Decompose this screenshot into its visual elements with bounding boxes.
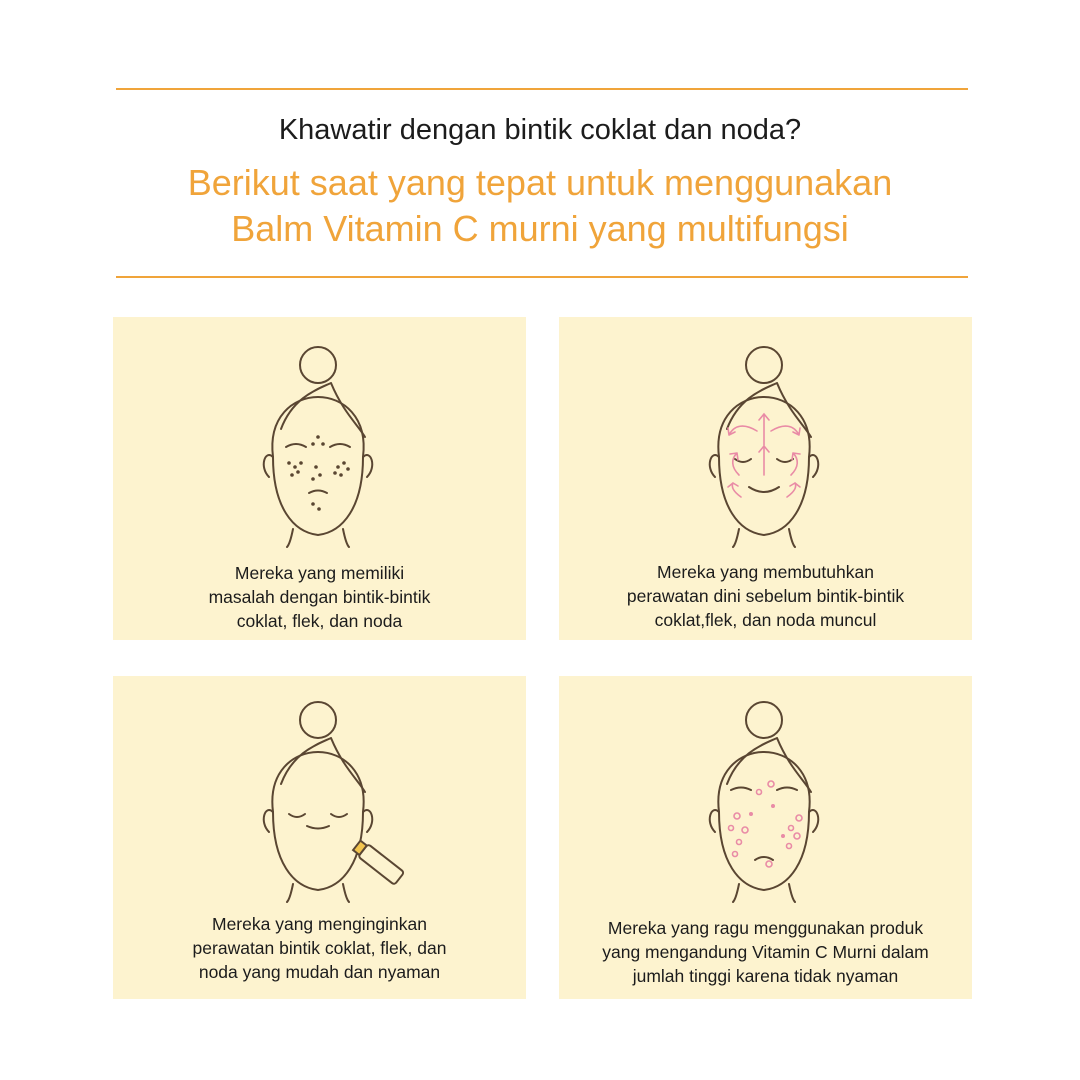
headline-line-1: Berikut saat yang tepat untuk menggunakan: [187, 162, 893, 203]
card-caption: Mereka yang memiliki masalah dengan bintik-bintik coklat, flek, dan noda: [208, 563, 431, 631]
top-divider: [116, 88, 968, 90]
card-caption: Mereka yang membutuhkan perawatan dini sebelum bintik-bintik coklat,flek, dan noda muncul: [626, 562, 905, 630]
bottom-divider: [116, 276, 968, 278]
header-question: Khawatir dengan bintik coklat dan noda?: [278, 114, 802, 146]
card-caption: Mereka yang ragu menggunakan produk yang mengandung Vitamin C Murni dalam jumlah tinggi karena tidak nyaman: [602, 918, 929, 986]
headline-line-2: Balm Vitamin C murni yang multifungsi: [231, 208, 849, 249]
card-easy-care: [113, 676, 526, 999]
header-headline: [0, 160, 1080, 252]
card-sensitive: [559, 676, 972, 999]
card-prevention: [559, 317, 972, 640]
card-caption: Mereka yang menginginkan perawatan bintik coklat, flek, dan noda yang mudah dan nyaman: [192, 914, 447, 982]
card-spots: [113, 317, 526, 640]
